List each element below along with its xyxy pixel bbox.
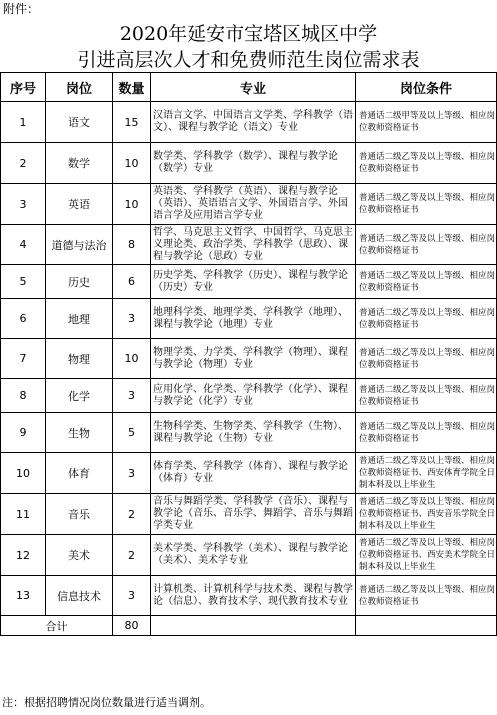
row-conditions: 普通话二级乙等及以上等级、相应岗位教师资格证书	[356, 184, 497, 225]
table-body	[1, 102, 497, 616]
row-count: 10	[113, 143, 151, 184]
total-value: 80	[113, 616, 151, 636]
row-no: 6	[1, 299, 46, 339]
table-row	[1, 339, 497, 379]
row-count: 15	[113, 102, 151, 143]
row-no: 13	[1, 576, 46, 616]
row-major: 音乐与舞蹈学类、学科教学（音乐）、课程与教学论（音乐、音乐学、舞蹈学、音乐与舞蹈学类专业	[151, 494, 356, 535]
row-major: 计算机类、计算机科学与技术类、课程与教学论（信息）、教育技术学、现代教育技术专业	[151, 576, 356, 616]
header-row	[1, 73, 497, 102]
header-conditions: 岗位条件	[356, 73, 497, 102]
total-empty-major	[151, 616, 356, 636]
row-conditions: 普通话二级乙等及以上等级、相应岗位教师资格证书	[356, 299, 497, 339]
row-no: 9	[1, 413, 46, 453]
row-major: 美术学类、学科教学（美术）、课程与教学论（美术）、美术学专业	[151, 535, 356, 576]
row-count: 5	[113, 413, 151, 453]
row-post: 数学	[46, 143, 113, 184]
row-major: 生物科学类、生物学类、学科教学（生物）、课程与教学论（生物）专业	[151, 413, 356, 453]
page-subtitle: 引进高层次人才和免费师范生岗位需求表	[77, 49, 420, 71]
row-no: 5	[1, 265, 46, 299]
row-count: 3	[113, 299, 151, 339]
row-no: 8	[1, 379, 46, 413]
row-no: 2	[1, 143, 46, 184]
row-post: 音乐	[46, 494, 113, 535]
row-no: 4	[1, 225, 46, 265]
row-post: 体育	[46, 453, 113, 494]
row-no: 10	[1, 453, 46, 494]
row-conditions: 普通话二级乙等及以上等级、相应岗位教师资格证书	[356, 339, 497, 379]
footnote: 注：根据招聘情况岗位数量进行适当调剂。	[2, 696, 211, 709]
table-row	[1, 184, 497, 225]
row-conditions: 普通话二级乙等及以上等级、相应岗位教师资格证书	[356, 143, 497, 184]
row-post: 道德与法治	[46, 225, 113, 265]
row-post: 物理	[46, 339, 113, 379]
row-count: 8	[113, 225, 151, 265]
row-conditions: 普通话二级乙等及以上等级、相应岗位教师资格证书、西安音乐学院全日制本科及以上毕业生	[356, 494, 497, 535]
row-conditions: 普通话二级乙等及以上等级、相应岗位教师资格证书、西安体育学院全日制本科及以上毕业生	[356, 453, 497, 494]
row-no: 12	[1, 535, 46, 576]
row-count: 10	[113, 184, 151, 225]
row-major: 地理科学类、地理学类、学科教学（地理）、课程与教学论（地理）专业	[151, 299, 356, 339]
attachment-label: 附件：	[3, 2, 40, 16]
row-post: 信息技术	[46, 576, 113, 616]
row-conditions: 普通话二级乙等及以上等级、相应岗位教师资格证书	[356, 379, 497, 413]
row-count: 6	[113, 265, 151, 299]
row-major: 汉语言文学、中国语言文学类、学科教学（语文）、课程与教学论（语文）专业	[151, 102, 356, 143]
row-no: 7	[1, 339, 46, 379]
header-post: 岗位	[46, 73, 113, 102]
total-label: 合计	[1, 616, 113, 636]
row-no: 3	[1, 184, 46, 225]
row-post: 化学	[46, 379, 113, 413]
row-count: 10	[113, 339, 151, 379]
row-post: 英语	[46, 184, 113, 225]
table-row	[1, 379, 497, 413]
total-empty-cond	[356, 616, 497, 636]
table-row	[1, 265, 497, 299]
row-count: 3	[113, 453, 151, 494]
row-major: 数学类、学科教学（数学）、课程与教学论（数学）专业	[151, 143, 356, 184]
table-row	[1, 576, 497, 616]
row-post: 语文	[46, 102, 113, 143]
requirements-table	[0, 72, 497, 636]
row-post: 美术	[46, 535, 113, 576]
table-row	[1, 299, 497, 339]
row-count: 3	[113, 576, 151, 616]
table-row	[1, 494, 497, 535]
row-conditions: 普通话二级甲等及以上等级、相应岗位教师资格证书	[356, 102, 497, 143]
table-row	[1, 102, 497, 143]
row-post: 地理	[46, 299, 113, 339]
row-post: 历史	[46, 265, 113, 299]
row-major: 体育学类、学科教学（体育）、课程与教学论（体育）专业	[151, 453, 356, 494]
table-row	[1, 225, 497, 265]
row-conditions: 普通话二级乙等及以上等级、相应岗位教师资格证书	[356, 413, 497, 453]
row-count: 2	[113, 494, 151, 535]
row-major: 历史学类、学科教学（历史）、课程与教学论（历史）专业	[151, 265, 356, 299]
row-major: 英语类、学科教学（英语）、课程与教学论（英语）、英语语言文学、外国语言学、外国语言学及应用语言学专业	[151, 184, 356, 225]
row-no: 11	[1, 494, 46, 535]
row-conditions: 普通话二级乙等及以上等级、相应岗位教师资格证书	[356, 265, 497, 299]
header-major: 专业	[151, 73, 356, 102]
header-count: 数量	[113, 73, 151, 102]
row-count: 3	[113, 379, 151, 413]
row-conditions: 普通话二级乙等及以上等级、相应岗位教师资格证书	[356, 576, 497, 616]
row-conditions: 普通话二级乙等及以上等级、相应岗位教师资格证书	[356, 225, 497, 265]
total-row	[1, 616, 497, 636]
page-title: 2020年延安市宝塔区城区中学	[119, 23, 378, 45]
row-no: 1	[1, 102, 46, 143]
table-row	[1, 453, 497, 494]
row-count: 2	[113, 535, 151, 576]
table-row	[1, 413, 497, 453]
header-no: 序号	[1, 73, 46, 102]
table-row	[1, 535, 497, 576]
row-major: 物理学类、力学类、学科教学（物理）、课程与教学论（物理）专业	[151, 339, 356, 379]
row-major: 哲学、马克思主义哲学、中国哲学、马克思主义理论类、政治学类、学科教学（思政）、课程与教学论（思政）专业	[151, 225, 356, 265]
table-row	[1, 143, 497, 184]
row-major: 应用化学、化学类、学科教学（化学）、课程与教学论（化学）专业	[151, 379, 356, 413]
row-conditions: 普通话二级乙等及以上等级、相应岗位教师资格证书、西安美术学院全日制本科及以上毕业生	[356, 535, 497, 576]
row-post: 生物	[46, 413, 113, 453]
